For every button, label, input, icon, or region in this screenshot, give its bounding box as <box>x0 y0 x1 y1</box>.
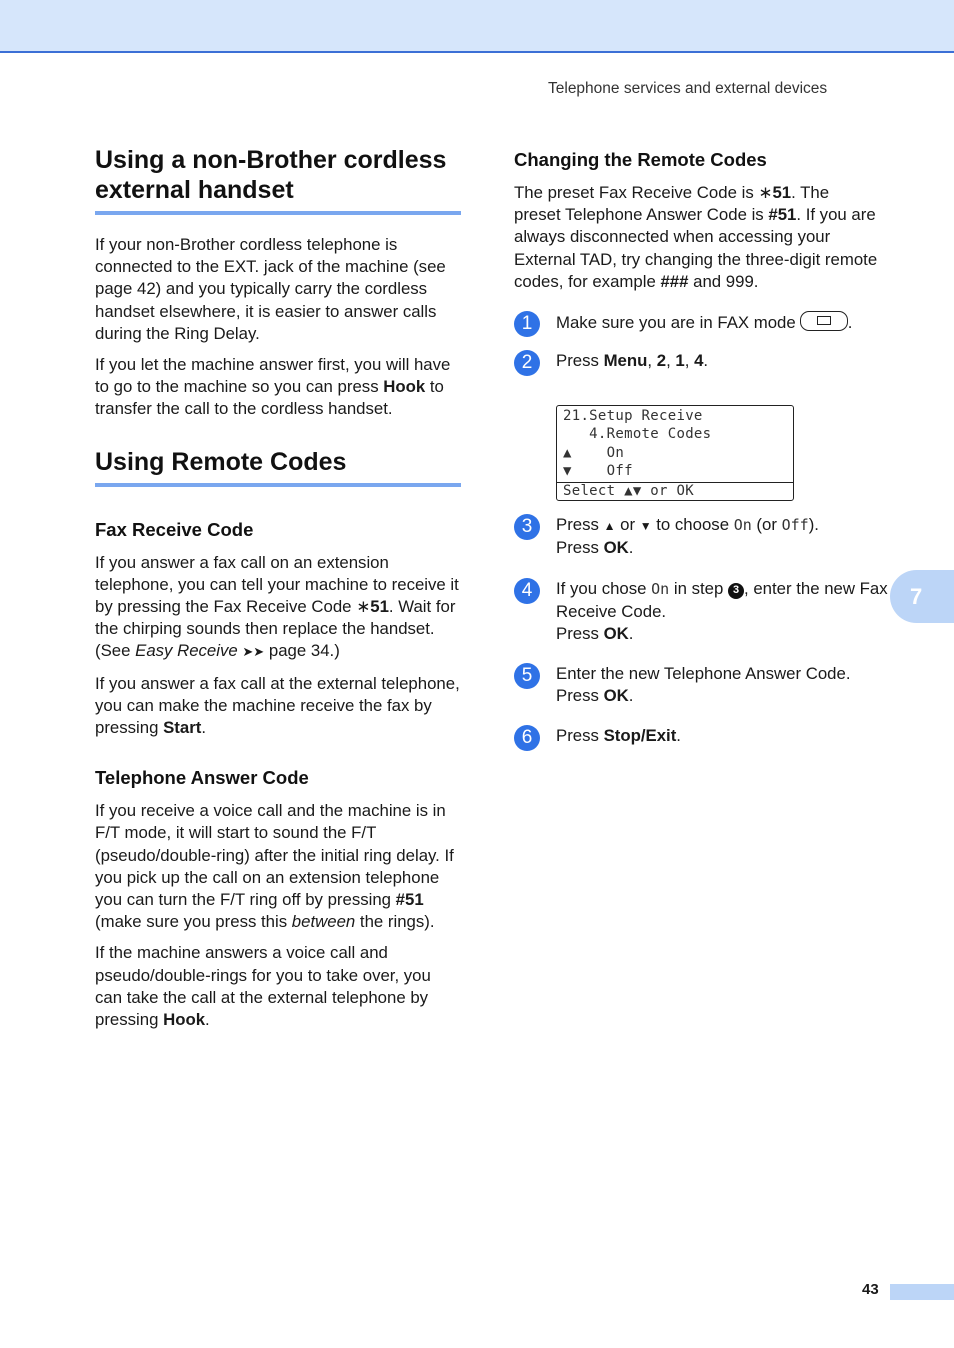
down-arrow-icon: ▼ <box>639 519 652 533</box>
paragraph: If you let the machine answer first, you will have to go to the machine so you can press Hook to transfer the call to the cordless handset. <box>95 355 451 419</box>
fax-mode-key-icon <box>800 311 848 331</box>
page-number: 43 <box>862 1281 879 1298</box>
double-arrow-icon: ➤➤ <box>242 644 265 660</box>
lcd-line: ▼ Off <box>563 463 633 479</box>
step-1: 1 Make sure you are in FAX mode . <box>514 311 894 334</box>
lcd-line: 21.Setup Receive <box>563 408 703 424</box>
up-arrow-icon: ▲ <box>603 519 616 533</box>
step-number: 2 <box>514 350 540 376</box>
chapter-tab: 7 <box>890 570 954 623</box>
subheading-fax-receive-code: Fax Receive Code <box>95 518 254 540</box>
step-reference-badge: 3 <box>728 583 744 599</box>
header-band <box>0 0 954 53</box>
step-3: 3 Press ▲ or ▼ to choose On (or Off). Press OK. <box>514 514 894 559</box>
lcd-line: Select ▲▼ or OK <box>563 483 694 499</box>
step-number: 1 <box>514 311 540 337</box>
paragraph: If your non-Brother cordless telephone is connected to the EXT. jack of the machine (see page 42) and you typically carry the cordless handset elsewhere, it is easier to answer calls during the Ring Delay. <box>95 235 446 343</box>
heading-rule <box>95 211 461 215</box>
step-4: 4 If you chose On in step 3 , enter the new Fax Receive Code. Press OK. <box>514 578 894 645</box>
subheading-telephone-answer-code: Telephone Answer Code <box>95 767 309 789</box>
step-number: 5 <box>514 663 540 689</box>
right-column-steps <box>514 514 894 748</box>
page-number-bar <box>890 1284 954 1300</box>
step-5: 5 Enter the new Telephone Answer Code. Press OK. <box>514 663 894 707</box>
step-number: 4 <box>514 578 540 604</box>
star-icon: ∗ <box>356 597 371 617</box>
left-column <box>95 145 461 1031</box>
step-6: 6 Press Stop/Exit. <box>514 725 894 747</box>
section-heading-cordless: Using a non-Brother cordless external handset <box>95 146 447 204</box>
step-number: 6 <box>514 725 540 751</box>
section-heading-remote-codes: Using Remote Codes <box>95 447 347 476</box>
paragraph: If you answer a fax call at the external telephone, you can make the machine receive the fax by pressing Start. <box>95 673 460 738</box>
star-icon: ∗ <box>758 183 773 202</box>
paragraph: The preset Fax Receive Code is ∗51. The preset Telephone Answer Code is #51. If you are always disconnected when accessing your External TAD, try changing the three-digit remote codes, for example ### and 999. <box>514 183 878 291</box>
step-number: 3 <box>514 514 540 540</box>
running-header: Telephone services and external devices <box>548 80 828 97</box>
heading-rule <box>95 483 461 487</box>
paragraph: If the machine answers a voice call and pseudo/double-rings for you to take over, you can take the call at the external telephone by pressing Hook. <box>95 943 431 1030</box>
lcd-line: 4.Remote Codes <box>563 426 712 442</box>
lcd-line: ▲ On <box>563 445 625 461</box>
lcd-display <box>556 405 794 501</box>
subheading-changing-remote-codes: Changing the Remote Codes <box>514 149 767 170</box>
step-2: 2 Press Menu, 2, 1, 4. <box>514 350 894 372</box>
right-column <box>514 148 894 372</box>
paragraph: If you answer a fax call on an extension telephone, you can tell your machine to receive it by pressing the Fax Receive Code ∗51. Wait for the chirping sounds then replace the handset. (See Easy Receive ➤➤ page 34.) <box>95 552 459 661</box>
paragraph: If you receive a voice call and the machine is in F/T mode, it will start to sound the F/T (pseudo/double-ring) after the initial ring delay. If you pick up the call on an extension telephone you can turn the F/T ring off by pressing #51 (make sure you press this between the rings). <box>95 801 454 932</box>
